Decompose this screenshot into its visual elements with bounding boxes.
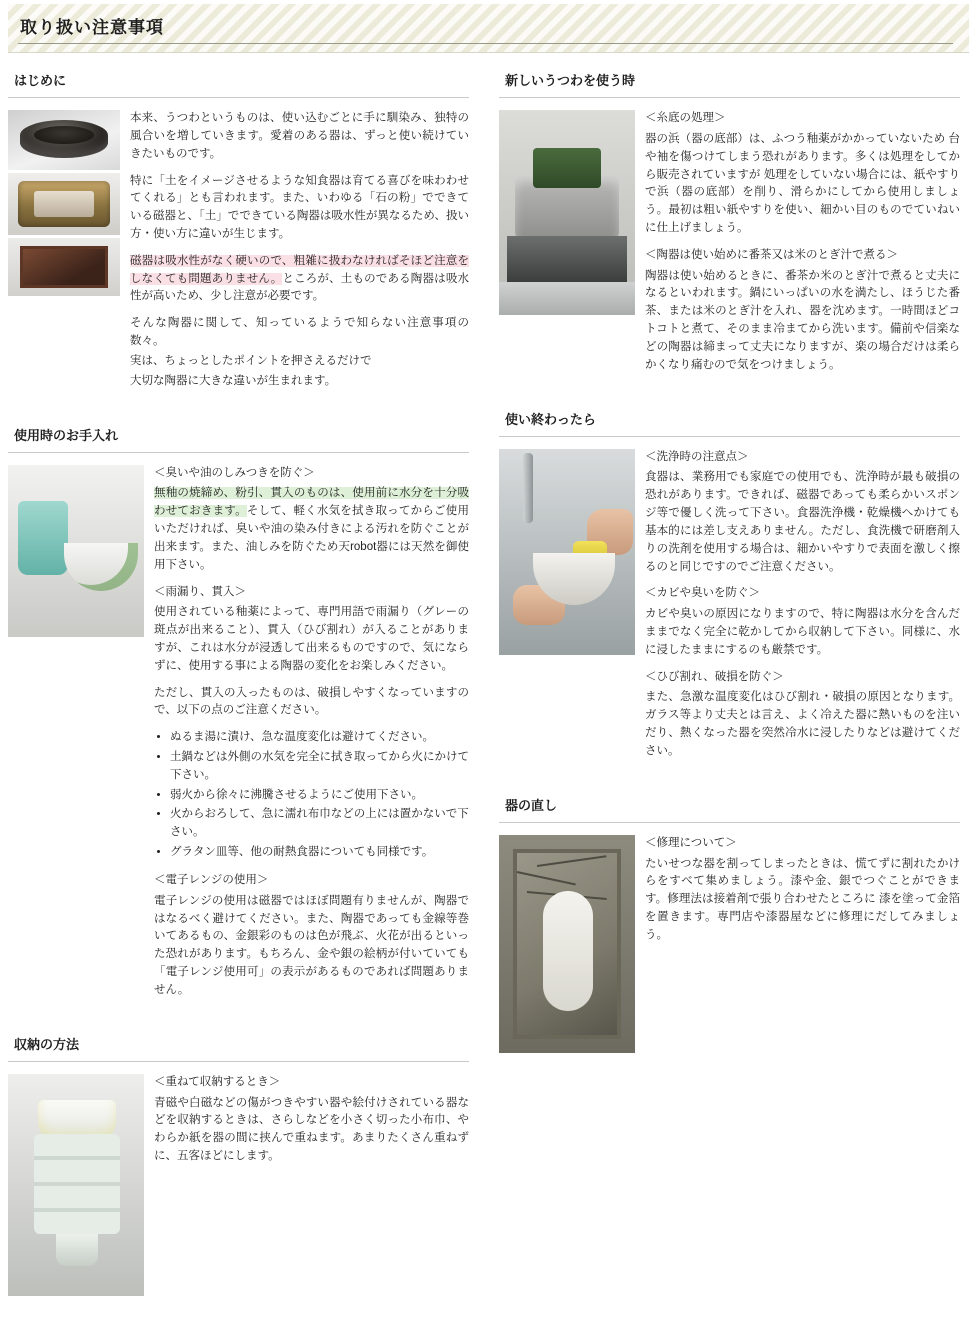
new-vessel-subheading-2: ＜陶器は使い始めに番茶又は米のとぎ汁で煮る＞ [645,248,898,261]
content-columns [8,71,969,1322]
photo-black-bowl [8,110,120,170]
photo-repaired-plate [499,835,635,1053]
storage-paragraph-1: 青磁や白磁などの傷がつきやすい器や絵付けされている器などを収納するときは、さらしなどを小さく切った小布巾、やわらか紙を器の間に挟んで重ねます。あまりたくさん重ねずに、五客ほどにします。 [154,1096,469,1162]
after-use-subheading-2: ＜カビや臭いを防ぐ＞ [645,587,760,600]
repair-photo [499,835,635,1053]
section-title-care: 使用時のお手入れ [8,426,469,453]
banner-underline [18,43,953,44]
storage-text [154,1074,469,1175]
after-use-subheading-1: ＜洗浄時の注意点＞ [645,450,749,463]
photo-stack-foot [56,1232,98,1266]
photo-square-tray [8,238,120,296]
photo-pot-on-stove [499,110,635,315]
care-paragraph-1 [154,485,469,574]
section-title-new-vessel: 新しいうつわを使う時 [499,71,960,98]
care-paragraph-1-rest: そして、軽く水気を拭き取ってからご使用いただければ、臭いや油の染み付きによる汚れを防ぐことが出来ます。また、油しみを防ぐため天robot器には天然を御使用下さい。 [154,505,469,571]
page-banner [8,4,969,53]
list-item: • グラタン皿等、他の耐熱食器についても同様です。 [170,844,469,862]
intro-paragraph-3-rest: ところが、土ものである陶器は吸水性が高いため、少し注意が必要です。 [130,272,469,303]
repair-text [645,835,960,954]
list-item: • ぬるま湯に漬け、急な温度変化は避けてください。 [170,729,469,747]
section-after-use [499,410,960,770]
photo-lacquer-box [8,173,120,235]
section-storage [8,1035,469,1296]
list-item: • 火からおろして、急に濡れ布巾などの上には置かないで下さい。 [170,806,469,842]
care-bullet-list [154,729,469,862]
after-use-text [645,449,960,770]
care-subheading-1: ＜臭いや油のしみつきを防ぐ＞ [154,466,315,479]
care-text [154,465,469,1009]
care-paragraph-2: 使用されている釉薬によって、専門用語で雨漏り（グレーの斑点が出来ること）、貫入（ひび割れ）が入ることがありますが、これは水分が浸透して出来るものですので、気にならずに、使用する事による陶器の変化をお楽しみください。 [154,606,469,672]
section-new-vessel [499,71,960,384]
section-title-storage: 収納の方法 [8,1035,469,1062]
photo-cups-and-bowl [8,465,144,637]
storage-photo [8,1074,144,1296]
intro-paragraph-2: 特に「土をイメージさせるような知食器は育てる喜びを味わわせてくれる」とも言われます。また、いわゆる「石の粉」でできている磁器と、「土」でできている陶器は吸水性が異なるため、扱い方・使い方に違いが生じます。 [130,174,469,241]
storage-subheading-1: ＜重ねて収納するとき＞ [154,1075,281,1088]
new-vessel-photo [499,110,635,315]
intro-highlight-porcelain: 磁器は吸水性がなく硬いので、粗雑に扱わなければそほど注意をしなくても問題ありません。 [130,254,469,285]
after-use-paragraph-3: また、急激な温度変化はひび割れ・破損の原因となります。ガラス等より丈夫とは言え、よく冷えた器に熱いものを注いだり、熱くなった器を突然冷水に浸したりなどは避けてください。 [645,691,960,757]
intro-paragraph-4-line1: そんな陶器に関して、知っているようで知らない注意事項の数々。 [130,317,469,348]
section-care [8,426,469,1009]
repair-paragraph-1: たいせつな器を割ってしまったときは、慌てずに割れたかけらをすべて集めましょう。漆や金、銀でつぐことができます。修理法は接着剤で張り合わせたところに 漆を塗って金箔を置きます。専門店や漆器屋などに修理にだしてみましょう。 [645,857,960,941]
intro-text [130,110,469,399]
care-paragraph-3: ただし、貫入の入ったものは、破損しやすくなっていますので、以下の点のご注意ください。 [154,686,469,717]
new-vessel-paragraph-1: 器の浜（器の底部）は、ふつう釉薬がかかっていないため 台や袖を傷つけてしまう恐れがあります。多くは処理をしてから販売されていますが 処理をしていない場合には、紙やすりで浜（器の底部）を削り、滑らかにしてから使用しましょう。最初は粗い紙やすりを使い、細かい目のものでていねいに仕上げましょう。 [645,132,960,235]
new-vessel-paragraph-2: 陶器は使い始めるときに、番茶か米のとぎ汁で煮ると丈夫になるといわれます。鍋にいっぱいの水を満たし、ほうじた番茶、または米のとぎ汁を入れ、器を沈めます。一時間ほどコトコトと煮て、そのまま冷まてから洗います。備前や信楽などの陶器は締まって丈夫になりますが、楽の場合だけは柔らかくなり痛むので気をつけましょう。 [645,269,960,371]
document-page [0,4,977,1332]
photo-crack-lines [517,861,617,921]
care-subheading-3: ＜電子レンジの使用＞ [154,873,269,886]
page-title: 取り扱い注意事項 [20,17,164,37]
intro-photo-group [8,110,120,296]
photo-sponge [573,541,607,565]
section-title-after-use: 使い終わったら [499,410,960,437]
after-use-subheading-3: ＜ひび割れ、破損を防ぐ＞ [645,670,784,683]
care-photo [8,465,144,637]
section-title-repair: 器の直し [499,796,960,823]
new-vessel-text [645,110,960,383]
section-repair [499,796,960,1053]
right-column [499,71,960,1322]
after-use-photo [499,449,635,655]
intro-paragraph-4-line2: 実は、ちょっとしたポイントを押さえるだけで [130,354,372,367]
list-item: • 弱火から徐々に沸騰させるようにご使用下さい。 [170,787,469,805]
care-paragraph-4: 電子レンジの使用は磁器ではほぼ問題有りませんが、陶器ではなるべく避けてください。また、陶器であっても金線等巻いてあるもの、金銀彩のものは色が飛ぶ、火花が出るといった恐れがあります。もちろん、金や銀の絵柄が付いていても「電子レンジ使用可」の表示があるものであれば問題ありません。 [154,894,469,996]
care-subheading-2: ＜雨漏り、貫入＞ [154,585,246,598]
left-column [8,71,469,1322]
photo-washing-dish [499,449,635,655]
intro-paragraph-4-line3: 大切な陶器に大きな違いが生まれます。 [130,374,337,387]
new-vessel-subheading-1: ＜糸底の処理＞ [645,112,726,125]
photo-hand-lower [513,585,565,625]
photo-stove [507,236,627,282]
repair-subheading-1: ＜修理について＞ [645,836,737,849]
after-use-paragraph-2: カビや臭いの原因になりますので、特に陶器は水分を含んだままでなく完全に乾かしてから収納して下さい。同様に、水に浸したままにするのも厳禁です。 [645,608,960,656]
photo-counter [499,282,635,315]
photo-stacked-vessels [8,1074,144,1296]
list-item: • 土鍋などは外側の水気を完全に拭き取ってから火にかけて下さい。 [170,749,469,785]
after-use-paragraph-1: 食器は、業務用でも家庭での使用でも、洗浄時が最も破損の恐れがあります。できれば、磁器であっても柔らかいスポンジ等で優しく洗って下さい。食器洗浄機・乾燥機へかけても基本的には差し支えありません。ただし、食洗機で研磨剤入りの洗剤を使用する場合は、細かいやすりで表面を激しく擦るのと同じですのでご注意ください。 [645,471,960,573]
intro-paragraph-1: 本来、うつわというものは、使い込むごとに手に馴染み、独特の風合いを増していきます。愛着のある器は、ずっと使い続けていきたいものです。 [130,112,469,160]
section-intro [8,71,469,400]
care-highlight-soak: 無釉の焼締め、粉引、貫入のものは、使用前に水分を十分吸わせておきます。 [154,487,469,518]
intro-paragraph-3 [130,253,469,306]
section-title-intro: はじめに [8,71,469,98]
